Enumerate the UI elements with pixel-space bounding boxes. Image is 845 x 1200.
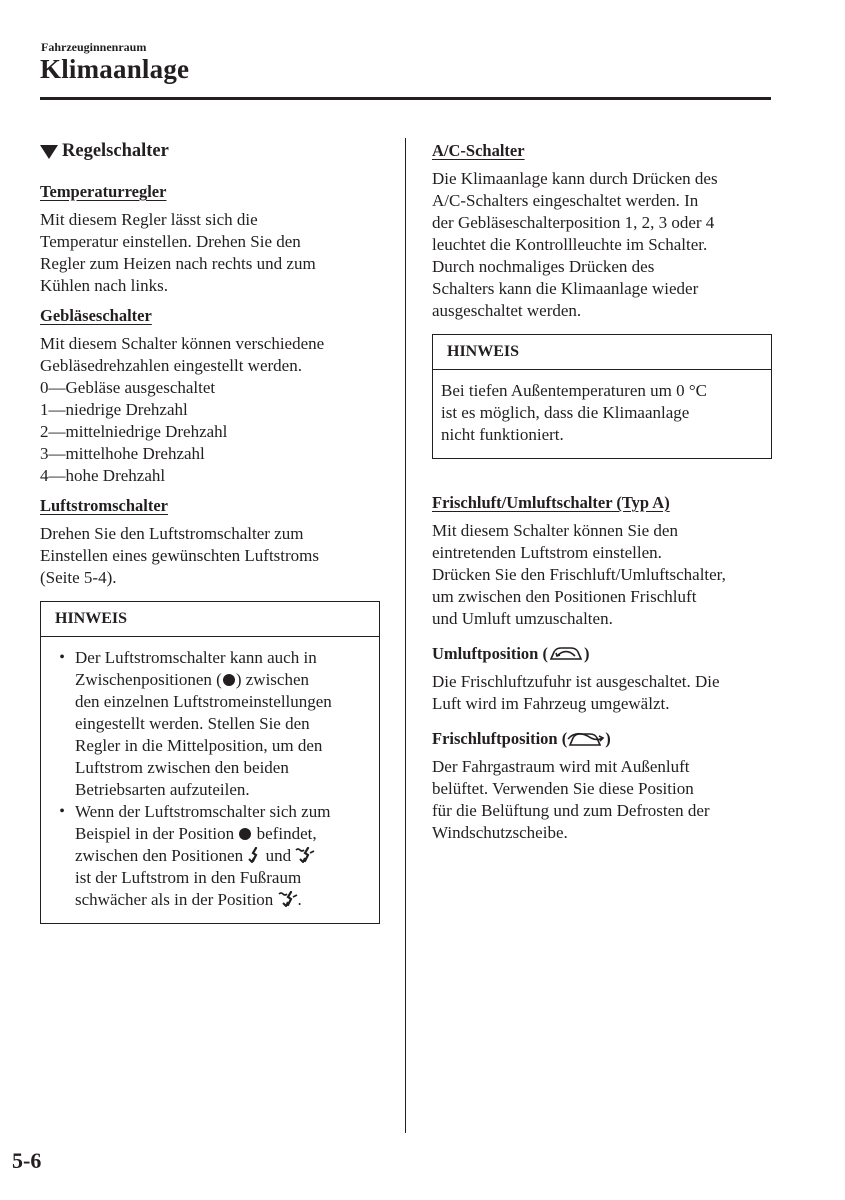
left-column bbox=[40, 141, 380, 924]
text-line: Regler in die Mittelposition, um den bbox=[75, 736, 323, 755]
text-fragment: ) zwischen bbox=[235, 670, 310, 689]
text-line: und Umluft umzuschalten. bbox=[432, 609, 613, 628]
text-line: Mit diesem Schalter können verschiedene bbox=[40, 334, 325, 353]
text-line: A/C-Schalters eingeschaltet werden. In bbox=[432, 191, 699, 210]
text-fragment: ) bbox=[583, 644, 590, 663]
feet-defrost-icon bbox=[278, 891, 298, 907]
text-line: eintretenden Luftstrom einstellen. bbox=[432, 543, 662, 562]
fresh-air-icon bbox=[567, 730, 605, 748]
text-line: Luftstrom zwischen den beiden bbox=[75, 758, 289, 777]
fan-level-1: 1—niedrige Drehzahl bbox=[40, 400, 188, 419]
text-line: Luft wird im Fahrzeug umgewälzt. bbox=[432, 694, 670, 713]
fan-heading: Gebläseschalter bbox=[40, 306, 152, 325]
text-line: leuchtet die Kontrollleuchte im Schalter. bbox=[432, 235, 708, 254]
text-line bbox=[75, 823, 330, 845]
title-rule bbox=[40, 97, 771, 100]
fresh-air-position-text bbox=[432, 756, 772, 844]
text-line: belüftet. Verwenden Sie diese Position bbox=[432, 779, 694, 798]
text-fragment: . bbox=[297, 890, 302, 909]
text-line: der Gebläseschalterposition 1, 2, 3 oder 4 bbox=[432, 213, 715, 232]
text-line: den einzelnen Luftstromeinstellungen bbox=[75, 692, 332, 711]
text-line: nicht funktioniert. bbox=[441, 425, 564, 444]
text-line: Drehen Sie den Luftstromschalter zum bbox=[40, 524, 304, 543]
text-fragment: Zwischenpositionen ( bbox=[75, 670, 222, 689]
text-line: Mit diesem Regler lässt sich die bbox=[40, 210, 258, 229]
ac-heading: A/C-Schalter bbox=[432, 141, 525, 160]
right-column bbox=[432, 141, 772, 853]
airflow-text bbox=[40, 523, 380, 589]
text-line: Kühlen nach links. bbox=[40, 276, 168, 295]
fan-level-0: 0—Gebläse ausgeschaltet bbox=[40, 378, 216, 397]
note-heading: HINWEIS bbox=[433, 335, 771, 370]
recirculation-heading bbox=[432, 644, 772, 664]
fan-level-2: 2—mittelniedrige Drehzahl bbox=[40, 422, 228, 441]
note-box bbox=[432, 334, 772, 459]
text-line: Gebläsedrehzahlen eingestellt werden. bbox=[40, 356, 302, 375]
fresh-air-position-heading bbox=[432, 729, 772, 749]
section-heading bbox=[40, 141, 380, 162]
bullet-icon: • bbox=[59, 649, 65, 666]
text-line bbox=[75, 845, 330, 867]
recirculation-text bbox=[432, 671, 772, 715]
text-line: Der Fahrgastraum wird mit Außenluft bbox=[432, 757, 690, 776]
note-bullet bbox=[49, 801, 371, 911]
text-line: Der Luftstromschalter kann auch in bbox=[75, 648, 317, 667]
text-line: Windschutzscheibe. bbox=[432, 823, 568, 842]
airflow-heading: Luftstromschalter bbox=[40, 496, 169, 515]
text-fragment: befindet, bbox=[252, 824, 317, 843]
text-line: Betriebsarten aufzuteilen. bbox=[75, 780, 250, 799]
fresh-air-text bbox=[432, 520, 772, 630]
text-fragment: schwächer als in der Position bbox=[75, 890, 278, 909]
temperature-heading: Temperaturregler bbox=[40, 182, 167, 201]
text-line: ausgeschaltet werden. bbox=[432, 301, 582, 320]
text-fragment: Frischluftposition ( bbox=[432, 729, 568, 748]
fan-level-4: 4—hohe Drehzahl bbox=[40, 466, 166, 485]
fresh-air-heading: Frischluft/Umluftschalter (Typ A) bbox=[432, 493, 670, 512]
fan-level-3: 3—mittelhohe Drehzahl bbox=[40, 444, 205, 463]
note-box bbox=[40, 601, 380, 924]
bullet-icon: • bbox=[59, 803, 65, 820]
dot-icon bbox=[239, 828, 251, 840]
temperature-text bbox=[40, 209, 380, 297]
section-title: Regelschalter bbox=[62, 141, 169, 161]
text-line bbox=[75, 669, 332, 691]
text-line bbox=[75, 889, 330, 911]
text-line: Temperatur einstellen. Drehen Sie den bbox=[40, 232, 301, 251]
page-number: 5-6 bbox=[12, 1148, 42, 1173]
page-title: Klimaanlage bbox=[40, 54, 190, 84]
text-line: Die Frischluftzufuhr ist ausgeschaltet. Die bbox=[432, 672, 720, 691]
note-bullet bbox=[49, 647, 371, 801]
text-line: ist der Luftstrom in den Fußraum bbox=[75, 868, 302, 887]
text-line: eingestellt werden. Stellen Sie den bbox=[75, 714, 310, 733]
text-fragment: Beispiel in der Position bbox=[75, 824, 239, 843]
triangle-marker-icon bbox=[40, 145, 58, 159]
text-line: Regler zum Heizen nach rechts und zum bbox=[40, 254, 316, 273]
note-body bbox=[433, 370, 771, 458]
text-line: Schalters kann die Klimaanlage wieder bbox=[432, 279, 699, 298]
text-line: Einstellen eines gewünschten Luftstroms bbox=[40, 546, 320, 565]
note-body bbox=[41, 637, 379, 923]
text-line: für die Belüftung und zum Defrosten der bbox=[432, 801, 710, 820]
ac-text bbox=[432, 168, 772, 322]
text-line: Drücken Sie den Frischluft/Umluftschalter, bbox=[432, 565, 726, 584]
text-line: Wenn der Luftstromschalter sich zum bbox=[75, 802, 331, 821]
breadcrumb: Fahrzeuginnenraum bbox=[41, 40, 147, 54]
note-heading: HINWEIS bbox=[41, 602, 379, 637]
text-fragment: zwischen den Positionen bbox=[75, 846, 248, 865]
feet-defrost-icon bbox=[295, 847, 315, 863]
feet-icon bbox=[247, 847, 261, 863]
text-fragment: und bbox=[261, 846, 296, 865]
text-line: um zwischen den Positionen Frischluft bbox=[432, 587, 697, 606]
text-line: Durch nochmaliges Drücken des bbox=[432, 257, 655, 276]
text-fragment: ) bbox=[605, 729, 611, 748]
text-line: ist es möglich, dass die Klimaanlage bbox=[441, 403, 690, 422]
column-divider bbox=[405, 138, 406, 1133]
fan-text bbox=[40, 333, 380, 487]
text-line: Bei tiefen Außentemperaturen um 0 °C bbox=[441, 381, 707, 400]
text-line: (Seite 5-4). bbox=[40, 568, 117, 587]
text-fragment: Umluftposition ( bbox=[432, 644, 548, 663]
text-line: Mit diesem Schalter können Sie den bbox=[432, 521, 678, 540]
recirculation-icon bbox=[548, 645, 584, 663]
dot-icon bbox=[223, 674, 235, 686]
text-line: Die Klimaanlage kann durch Drücken des bbox=[432, 169, 718, 188]
